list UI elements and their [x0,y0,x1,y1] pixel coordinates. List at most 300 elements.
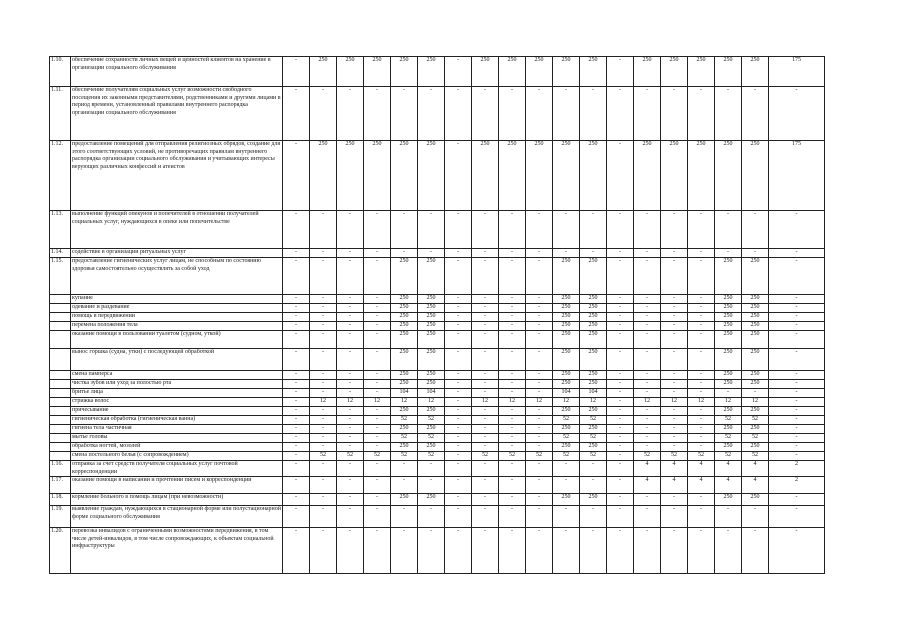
value-cell: 250 [418,141,445,211]
service-description: оказание помощи в написании и прочтении писем и корреспонденции [71,477,283,494]
value-cell: 250 [742,295,769,304]
value-cell: - [688,494,715,506]
value-cell: - [661,322,688,331]
value-cell: - [580,87,607,141]
table-row [50,87,825,141]
value-cell: - [364,313,391,322]
value-cell: - [337,313,364,322]
value-cell: 250 [391,443,418,452]
table-row [50,57,825,87]
value-cell: 52 [688,452,715,461]
row-number: 1.13. [50,211,71,249]
value-cell: 250 [715,313,742,322]
value-cell: - [472,416,499,425]
service-description: предоставление гигиенических услуг лицам, не способным по состоянию здоровья самостоятельно осуществлять за собой уход [71,258,283,295]
value-cell: - [283,506,310,528]
service-description: смена памперса [71,371,283,380]
value-cell: - [661,434,688,443]
value-cell: 250 [553,295,580,304]
value-cell: - [310,211,337,249]
row-number [50,331,71,349]
value-cell: - [364,416,391,425]
value-cell: - [688,258,715,295]
value-cell: 250 [391,494,418,506]
value-cell: - [634,389,661,398]
value-cell: - [364,349,391,371]
value-cell: - [445,141,472,211]
value-cell: 12 [688,398,715,407]
value-cell: - [310,434,337,443]
value-cell: 250 [391,57,418,87]
value-cell: - [688,371,715,380]
value-cell: 250 [742,407,769,416]
value-cell: - [607,398,634,407]
row-number [50,295,71,304]
value-cell: - [337,443,364,452]
value-cell: - [688,425,715,434]
value-cell: - [526,331,553,349]
value-cell: - [310,295,337,304]
value-cell: - [769,425,825,434]
value-cell: - [688,380,715,389]
value-cell: - [688,249,715,258]
value-cell: - [688,407,715,416]
row-number: 1.19. [50,506,71,528]
value-cell: - [580,211,607,249]
value-cell: - [499,211,526,249]
value-cell: 250 [742,349,769,371]
value-cell: 52 [391,434,418,443]
value-cell: 250 [526,141,553,211]
value-cell: - [499,304,526,313]
value-cell: 12 [634,398,661,407]
value-cell: - [418,506,445,528]
row-number [50,416,71,425]
value-cell: 250 [391,371,418,380]
value-cell: - [310,425,337,434]
value-cell: - [499,389,526,398]
value-cell: - [499,506,526,528]
value-cell: 104 [391,389,418,398]
value-cell: - [688,87,715,141]
value-cell: 250 [742,258,769,295]
value-cell: 104 [580,389,607,398]
value-cell: - [661,87,688,141]
value-cell: 250 [526,57,553,87]
value-cell: 250 [418,443,445,452]
value-cell: - [472,477,499,494]
value-cell: 250 [580,141,607,211]
value-cell: - [607,407,634,416]
value-cell: - [634,295,661,304]
value-cell: 250 [391,407,418,416]
service-description: гигиеническая обработка (гигиеническая ванна) [71,416,283,425]
value-cell: 4 [661,461,688,477]
row-number: 1.14. [50,249,71,258]
service-description: перевозка инвалидов с ограниченными возможностями передвижения, в том числе детей-инвалидов, в том числе сопровождающих, к объектам социальной инфраструктуры [71,528,283,574]
value-cell: 250 [580,313,607,322]
value-cell: 250 [418,407,445,416]
value-cell: - [310,349,337,371]
value-cell: - [391,87,418,141]
value-cell: - [526,322,553,331]
value-cell: - [580,528,607,574]
value-cell: - [499,371,526,380]
value-cell: 52 [364,452,391,461]
row-number [50,313,71,322]
value-cell: - [499,461,526,477]
value-cell: 4 [715,477,742,494]
value-cell: 52 [580,452,607,461]
value-cell: - [418,528,445,574]
value-cell: - [391,528,418,574]
value-cell: - [337,425,364,434]
value-cell: - [391,506,418,528]
value-cell: - [499,494,526,506]
value-cell: 250 [553,57,580,87]
row-number [50,349,71,371]
row-number [50,371,71,380]
value-cell: 12 [310,398,337,407]
value-cell: - [715,528,742,574]
value-cell: 250 [715,304,742,313]
value-cell: - [445,461,472,477]
value-cell: 52 [715,434,742,443]
value-cell: - [445,313,472,322]
value-cell: 250 [580,371,607,380]
value-cell: - [526,87,553,141]
value-cell: - [310,313,337,322]
value-cell: - [391,477,418,494]
value-cell: 4 [688,477,715,494]
value-cell: - [769,258,825,295]
value-cell: - [337,295,364,304]
value-cell: 250 [553,380,580,389]
value-cell: 250 [418,380,445,389]
value-cell: 250 [634,57,661,87]
value-cell: 12 [472,398,499,407]
value-cell: 52 [472,452,499,461]
table-row [50,461,825,477]
value-cell: 250 [580,258,607,295]
value-cell: - [283,258,310,295]
value-cell: - [607,528,634,574]
value-cell: - [364,258,391,295]
value-cell: 250 [418,331,445,349]
value-cell: - [499,313,526,322]
value-cell: - [472,313,499,322]
value-cell: - [283,494,310,506]
value-cell: - [661,295,688,304]
value-cell: - [526,425,553,434]
service-description: предоставление помещений для отправления религиозных обрядов, создание для этого соответствующих условий, не противоречащих правилам внутреннего распорядка организации социального обслуживания и учитывающих интересы верующих различных конфессий и атеистов [71,141,283,211]
value-cell: - [553,87,580,141]
value-cell: 250 [391,313,418,322]
value-cell: - [661,528,688,574]
value-cell: 250 [742,494,769,506]
value-cell: 250 [391,349,418,371]
value-cell: - [661,313,688,322]
value-cell: - [337,371,364,380]
value-cell: - [742,389,769,398]
value-cell: - [283,141,310,211]
value-cell: - [634,425,661,434]
value-cell: 250 [499,141,526,211]
value-cell: 250 [715,141,742,211]
value-cell: 250 [715,494,742,506]
value-cell: 250 [715,57,742,87]
value-cell: 52 [715,452,742,461]
value-cell: 12 [364,398,391,407]
value-cell: - [634,313,661,322]
table-row [50,389,825,398]
value-cell: 250 [661,57,688,87]
value-cell: - [337,477,364,494]
value-cell: - [634,371,661,380]
value-cell: 250 [391,295,418,304]
value-cell: - [634,304,661,313]
service-description: отправка за счет средств получателя социальных услуг почтовой корреспонденции [71,461,283,477]
value-cell: - [769,331,825,349]
value-cell: 250 [580,407,607,416]
service-description: причесывание [71,407,283,416]
value-cell: - [364,477,391,494]
value-cell: - [607,461,634,477]
row-number [50,452,71,461]
value-cell: - [526,443,553,452]
value-cell: - [283,443,310,452]
value-cell: - [688,349,715,371]
table-row [50,211,825,249]
value-cell: - [310,258,337,295]
value-cell: - [445,494,472,506]
value-cell: - [283,461,310,477]
value-cell: - [742,87,769,141]
value-cell: 4 [661,477,688,494]
value-cell: - [607,141,634,211]
value-cell: 250 [742,57,769,87]
value-cell: 250 [580,380,607,389]
value-cell: 104 [418,389,445,398]
value-cell: - [283,416,310,425]
value-cell: - [445,304,472,313]
value-cell: - [526,380,553,389]
value-cell: - [769,313,825,322]
value-cell: 250 [715,295,742,304]
value-cell: - [283,304,310,313]
value-cell: - [769,506,825,528]
value-cell: 250 [364,57,391,87]
value-cell: - [283,380,310,389]
service-description: помощь в передвижении [71,313,283,322]
value-cell: 250 [337,141,364,211]
value-cell: - [364,371,391,380]
value-cell: - [634,416,661,425]
value-cell: 250 [391,141,418,211]
value-cell: 250 [337,57,364,87]
value-cell: 250 [553,494,580,506]
service-description: гигиена тела частичная [71,425,283,434]
value-cell: 250 [553,331,580,349]
value-cell: - [526,371,553,380]
value-cell: - [445,349,472,371]
value-cell: - [688,443,715,452]
value-cell: - [688,313,715,322]
value-cell: - [310,87,337,141]
table-row [50,258,825,295]
table-row [50,425,825,434]
value-cell: - [472,249,499,258]
value-cell: - [364,211,391,249]
value-cell: 250 [310,57,337,87]
value-cell: 250 [742,141,769,211]
value-cell: - [769,494,825,506]
value-cell: - [688,331,715,349]
value-cell: - [337,211,364,249]
value-cell: - [337,380,364,389]
value-cell: 52 [499,452,526,461]
value-cell: - [688,389,715,398]
value-cell: 250 [553,322,580,331]
value-cell: - [499,380,526,389]
value-cell: 52 [337,452,364,461]
value-cell: - [634,249,661,258]
value-cell: - [607,211,634,249]
value-cell: 250 [553,258,580,295]
value-cell: - [364,389,391,398]
value-cell: - [688,295,715,304]
value-cell: 250 [418,57,445,87]
value-cell: 250 [391,380,418,389]
service-description: стрижка волос [71,398,283,407]
value-cell: - [769,349,825,371]
value-cell: 12 [391,398,418,407]
service-description: выявление граждан, нуждающихся в стационарной форме или полустационарной форме социального обслуживания [71,506,283,528]
value-cell: 4 [742,461,769,477]
service-rate-table-page [49,56,825,576]
value-cell: 250 [715,407,742,416]
value-cell: 12 [337,398,364,407]
value-cell: 52 [418,452,445,461]
value-cell: 250 [418,349,445,371]
value-cell: - [499,349,526,371]
value-cell: - [499,407,526,416]
row-number [50,389,71,398]
row-number: 1.18. [50,494,71,506]
value-cell: - [634,494,661,506]
value-cell: - [769,398,825,407]
value-cell: - [634,258,661,295]
value-cell: 52 [742,434,769,443]
value-cell: - [607,443,634,452]
value-cell: - [634,506,661,528]
value-cell: 12 [499,398,526,407]
value-cell: - [418,249,445,258]
value-cell: - [607,477,634,494]
value-cell: - [283,87,310,141]
value-cell: - [607,322,634,331]
value-cell: 250 [418,371,445,380]
service-description: перемена положения тела [71,322,283,331]
value-cell: - [499,295,526,304]
service-description: одевание и раздевание [71,304,283,313]
value-cell: - [526,249,553,258]
value-cell: - [337,407,364,416]
value-cell: - [472,528,499,574]
value-cell: - [445,249,472,258]
value-cell: - [769,528,825,574]
row-number [50,443,71,452]
value-cell: - [283,528,310,574]
value-cell: - [688,304,715,313]
value-cell: - [283,349,310,371]
value-cell: - [607,494,634,506]
value-cell: - [715,389,742,398]
value-cell: - [688,434,715,443]
value-cell: - [580,506,607,528]
value-cell: 250 [742,443,769,452]
value-cell: 52 [418,416,445,425]
value-cell: 52 [391,416,418,425]
value-cell: - [742,211,769,249]
table-row [50,295,825,304]
row-number [50,322,71,331]
row-number [50,425,71,434]
value-cell: 250 [472,57,499,87]
row-number: 1.11. [50,87,71,141]
value-cell: - [688,416,715,425]
value-cell: - [499,425,526,434]
value-cell: - [526,295,553,304]
value-cell: - [364,506,391,528]
value-cell: - [283,477,310,494]
value-cell: 52 [553,452,580,461]
value-cell: 250 [580,57,607,87]
value-cell: - [445,416,472,425]
value-cell: - [310,528,337,574]
value-cell: - [337,331,364,349]
value-cell: 4 [634,461,661,477]
value-cell: - [553,461,580,477]
value-cell: - [364,331,391,349]
value-cell: - [337,494,364,506]
value-cell: - [769,407,825,416]
value-cell: - [634,87,661,141]
value-cell: - [364,461,391,477]
row-number: 1.20. [50,528,71,574]
value-cell: - [607,416,634,425]
value-cell: - [715,249,742,258]
value-cell: - [445,398,472,407]
value-cell: 250 [418,322,445,331]
value-cell: - [283,295,310,304]
value-cell: - [472,407,499,416]
value-cell: 4 [634,477,661,494]
service-description: обработка ногтей, мозолей [71,443,283,452]
value-cell: 250 [553,141,580,211]
value-cell: - [499,258,526,295]
service-description: чистка зубов или уход за полостью рта [71,380,283,389]
service-description: вынос горшка (судна, утки) с последующей обработкой [71,349,283,371]
row-number [50,434,71,443]
value-cell: - [472,331,499,349]
value-cell: - [526,434,553,443]
value-cell: - [526,211,553,249]
value-cell: - [445,477,472,494]
value-cell: - [283,371,310,380]
value-cell: - [364,434,391,443]
value-cell: 250 [472,141,499,211]
